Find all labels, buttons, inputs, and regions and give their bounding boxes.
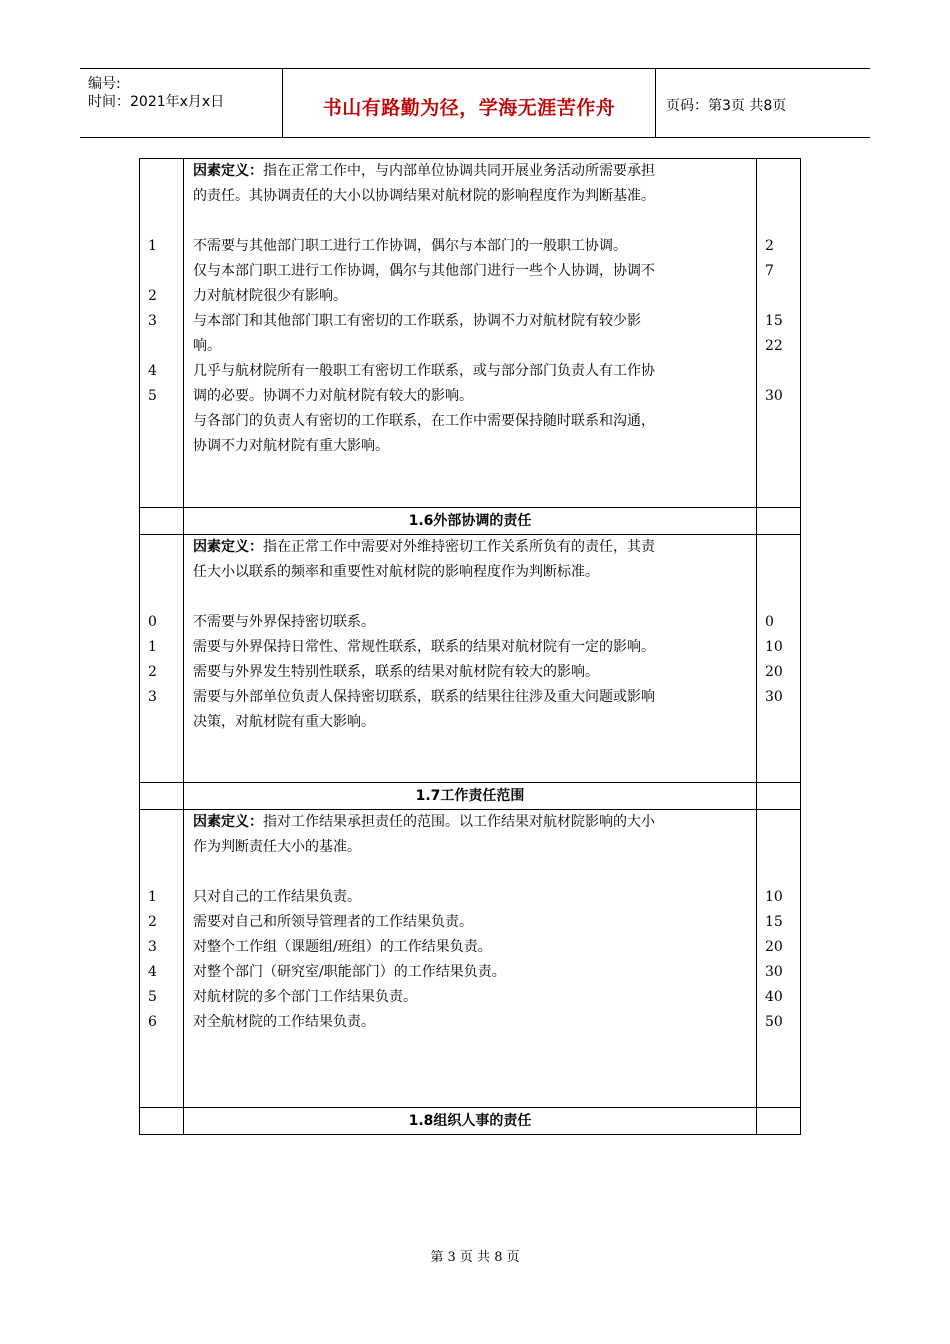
level-number: 1 xyxy=(148,639,157,655)
score-value: 30 xyxy=(765,689,783,705)
level-number: 5 xyxy=(148,388,157,404)
header-right-cell xyxy=(656,69,870,137)
level-description: 与本部门和其他部门职工有密切的工作联系，协调不力对航材院有较少影 xyxy=(193,313,641,329)
level-description: 对全航材院的工作结果负责。 xyxy=(193,1014,375,1030)
level-number: 6 xyxy=(148,1014,157,1030)
definition-line xyxy=(193,535,750,560)
level-number: 2 xyxy=(148,914,157,930)
section-title-row xyxy=(140,1108,801,1135)
section-title-row xyxy=(140,508,801,535)
level-description: 对整个部门（研究室/职能部门）的工作结果负责。 xyxy=(193,964,506,980)
level-description: 对航材院的多个部门工作结果负责。 xyxy=(193,989,417,1005)
level-description: 不需要与外界保持密切联系。 xyxy=(193,614,375,630)
level-description: 响。 xyxy=(193,338,221,354)
header-left-cell xyxy=(80,69,283,137)
header-middle-cell xyxy=(283,69,656,137)
level-description: 需要与外部单位负责人保持密切联系，联系的结果往往涉及重大问题或影响 xyxy=(193,689,655,705)
level-description: 几乎与航材院所有一般职工有密切工作联系，或与部分部门负责人有工作协 xyxy=(193,363,655,379)
score-value: 22 xyxy=(765,338,783,354)
date-label: 时间：2021年x月x日 xyxy=(88,94,225,110)
level-description: 对整个工作组（课题组/班组）的工作结果负责。 xyxy=(193,939,492,955)
level-description: 需要与外界保持日常性、常规性联系，联系的结果对航材院有一定的影响。 xyxy=(193,639,655,655)
score-value: 15 xyxy=(765,914,783,930)
definition-label: 因素定义： xyxy=(193,539,263,555)
score-value: 30 xyxy=(765,388,783,404)
level-column xyxy=(140,535,184,783)
header-motto: 书山有路勤为径，学海无涯苦作舟 xyxy=(322,97,616,119)
evaluation-table xyxy=(139,158,801,1135)
level-description: 需要对自己和所领导管理者的工作结果负责。 xyxy=(193,914,473,930)
section-title: 1.8组织人事的责任 xyxy=(184,1108,757,1135)
score-value: 20 xyxy=(765,664,783,680)
level-number: 1 xyxy=(148,889,157,905)
definition-label: 因素定义： xyxy=(193,814,263,830)
definition-line xyxy=(193,159,750,184)
section-title-row xyxy=(140,783,801,810)
section-body-internal-coordination xyxy=(140,159,801,508)
level-number: 2 xyxy=(148,664,157,680)
score-value: 30 xyxy=(765,964,783,980)
score-value: 2 xyxy=(765,238,774,254)
level-number: 3 xyxy=(148,689,157,705)
score-value: 10 xyxy=(765,889,783,905)
level-column xyxy=(140,159,184,508)
level-column xyxy=(140,810,184,1108)
level-number: 0 xyxy=(148,614,157,630)
level-number: 3 xyxy=(148,313,157,329)
level-number: 3 xyxy=(148,939,157,955)
serial-label: 编号: xyxy=(88,76,121,92)
header-page-info: 页码：第3页 共8页 xyxy=(666,98,787,114)
score-column xyxy=(757,810,801,1108)
level-description: 力对航材院很少有影响。 xyxy=(193,288,347,304)
definition-label: 因素定义： xyxy=(193,163,263,179)
score-column xyxy=(757,535,801,783)
level-description: 调的必要。协调不力对航材院有较大的影响。 xyxy=(193,388,473,404)
score-column xyxy=(757,159,801,508)
level-number: 4 xyxy=(148,964,157,980)
level-number: 5 xyxy=(148,989,157,1005)
score-value: 7 xyxy=(765,263,774,279)
score-value: 50 xyxy=(765,1014,783,1030)
level-number: 1 xyxy=(148,238,157,254)
score-value: 10 xyxy=(765,639,783,655)
level-number: 2 xyxy=(148,288,157,304)
definition-text: 指在正常工作中，与内部单位协调共同开展业务活动所需要承担 xyxy=(263,163,655,179)
definition-text: 作为判断责任大小的基准。 xyxy=(193,839,361,855)
score-value: 0 xyxy=(765,614,774,630)
level-number: 4 xyxy=(148,363,157,379)
definition-line xyxy=(193,810,750,835)
level-description: 仅与本部门职工进行工作协调，偶尔与其他部门进行一些个人协调，协调不 xyxy=(193,263,655,279)
section-body-work-responsibility-scope xyxy=(140,810,801,1108)
definition-text: 的责任。其协调责任的大小以协调结果对航材院的影响程度作为判断基准。 xyxy=(193,188,655,204)
score-value: 40 xyxy=(765,989,783,1005)
definition-text: 指对工作结果承担责任的范围。以工作结果对航材院影响的大小 xyxy=(263,814,655,830)
section-title: 1.6外部协调的责任 xyxy=(184,508,757,535)
description-column xyxy=(184,535,757,783)
score-value: 20 xyxy=(765,939,783,955)
level-description: 不需要与其他部门职工进行工作协调，偶尔与本部门的一般职工协调。 xyxy=(193,238,627,254)
level-description: 决策，对航材院有重大影响。 xyxy=(193,714,375,730)
level-description: 协调不力对航材院有重大影响。 xyxy=(193,438,389,454)
level-description: 需要与外界发生特别性联系，联系的结果对航材院有较大的影响。 xyxy=(193,664,599,680)
score-value: 15 xyxy=(765,313,783,329)
section-title: 1.7工作责任范围 xyxy=(184,783,757,810)
description-column xyxy=(184,159,757,508)
level-description: 与各部门的负责人有密切的工作联系，在工作中需要保持随时联系和沟通， xyxy=(193,413,655,429)
level-description: 只对自己的工作结果负责。 xyxy=(193,889,361,905)
section-body-external-coordination xyxy=(140,535,801,783)
definition-text: 任大小以联系的频率和重要性对航材院的影响程度作为判断标准。 xyxy=(193,564,599,580)
definition-text: 指在正常工作中需要对外维持密切工作关系所负有的责任，其责 xyxy=(263,539,655,555)
page-footer: 第 3 页 共 8 页 xyxy=(430,1250,520,1265)
description-column xyxy=(184,810,757,1108)
page-header xyxy=(80,68,870,138)
